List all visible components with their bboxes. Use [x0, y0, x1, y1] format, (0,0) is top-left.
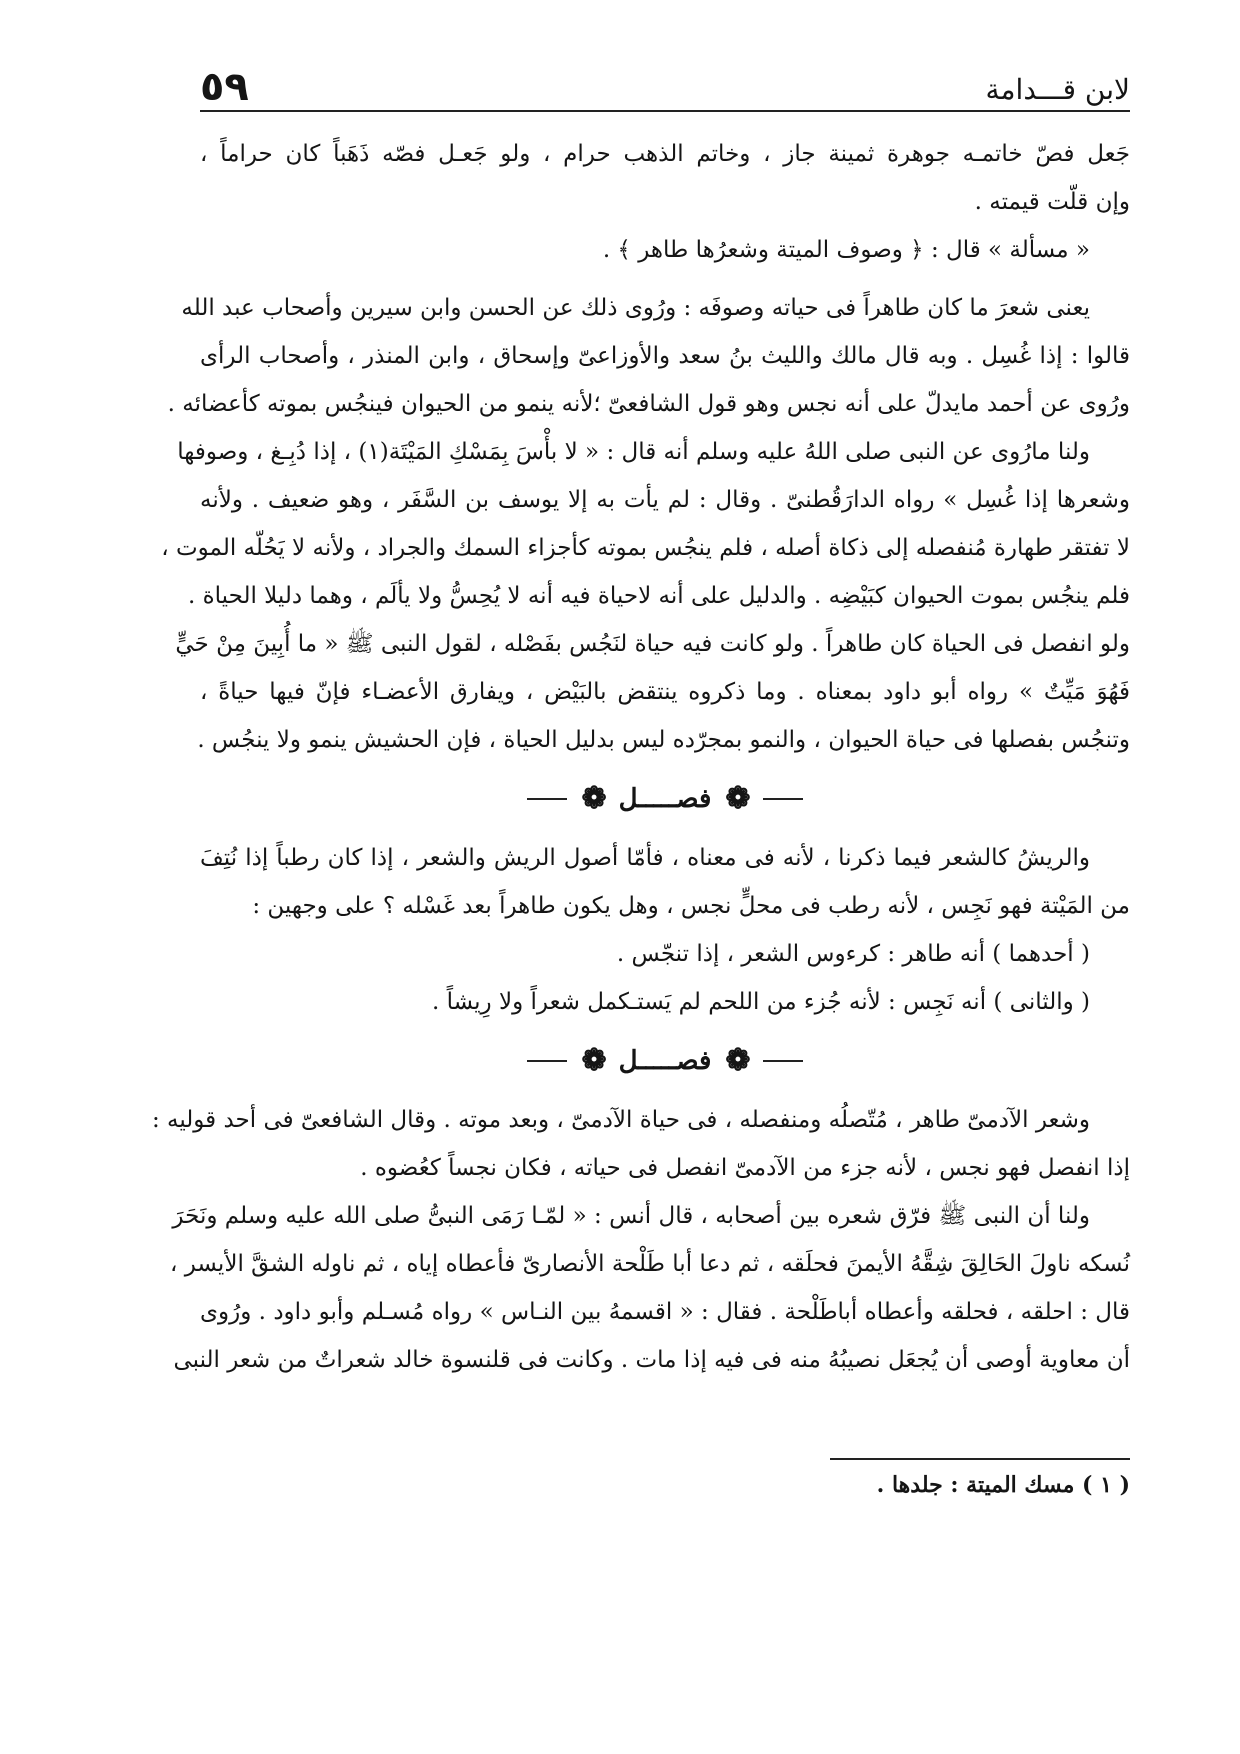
footnote-rule: [830, 1458, 1130, 1460]
ornament-line: [763, 798, 803, 800]
fasl-label: فصـــــل: [618, 1046, 712, 1076]
text-line: وإن قلّت قيمته .: [974, 189, 1130, 215]
paragraph: [151, 1096, 1130, 1192]
floral-ornament-icon: ❁: [581, 1043, 605, 1078]
floral-ornament-icon: ❁: [725, 781, 749, 816]
ornament-line: [527, 798, 567, 800]
text-line: فَهُوَ مَيِّتٌ » رواه أبو داود بمعناه . وما ذكروه ينتقض بالبَيْض ، ويفارق الأعضـاء فإنّ فيها حياةً ،: [200, 679, 1130, 705]
section-heading-fasl: [200, 764, 1130, 834]
floral-ornament-icon: ❁: [725, 1043, 749, 1078]
text-line: ولو انفصل فى الحياة كان طاهراً . ولو كانت فيه حياة لنَجُس بفَصْله ، لقول النبى ﷺ « ما أُبِينَ مِنْ حَيٍّ: [175, 631, 1130, 657]
text-line: جَعل فصّ خاتمـه جوهرة ثمينة جاز ، وخاتم الذهب حرام ، ولو جَعـل فصّه ذَهَباً كان حراماً ،: [200, 141, 1130, 167]
page-body: [151, 130, 1130, 1384]
text-line: أن معاوية أوصى أن يُجعَل نصيبُهُ منه فى فيه إذا مات . وكانت فى قلنسوة خالد شعراتٌ من شعر النبى: [173, 1347, 1130, 1373]
text-line: لا تفتقر طهارة مُنفصله إلى ذكاة أصله ، فلم ينجُس بموته كأجزاء السمك والجراد ، ولأنه لا يَحُلّه الموت ،: [161, 535, 1130, 561]
text-line: وتنجُس بفصلها فى حياة الحيوان ، والنمو بمجرّده ليس بدليل الحياة ، فإن الحشيش ينمو ولا ينجُس .: [197, 727, 1130, 753]
page-header: [200, 52, 1130, 112]
text-line: قال : احلقه ، فحلقه وأعطاه أباطَلْحة . فقال : « اقسمهُ بين النـاس » رواه مُسـلم وأبو داود . ورُوى: [200, 1299, 1130, 1325]
ornament-line: [763, 1060, 803, 1062]
paragraph: [200, 130, 1130, 226]
text-line: ولنا مارُوى عن النبى صلى اللهُ عليه وسلم أنه قال : « لا بأْسَ بِمَسْكِ المَيْتَة(١) ، إذا دُبِـغ ، وصوفها: [177, 439, 1090, 465]
paragraph: [169, 1192, 1130, 1384]
text-line: من المَيْتة فهو نَجِس ، لأنه رطب فى محلٍّ نجس ، وهل يكون طاهراً بعد غَسْله ؟ على وجهين :: [252, 893, 1130, 919]
section-heading-fasl: [200, 1026, 1130, 1096]
paragraph: [200, 834, 1130, 1026]
text-line: وشعرها إذا غُسِل » رواه الدارَقُطنىّ . وقال : لم يأت به إلا يوسف بن السَّفَر ، وهو ضعيف . ولأنه: [200, 487, 1130, 513]
running-title: لابن قـــدامة: [985, 73, 1130, 106]
text-line: ( أحدهما ) أنه طاهر : كرءوس الشعر ، إذا تنجّس .: [616, 941, 1090, 967]
fasl-label: فصـــــل: [618, 784, 712, 814]
text-line: قالوا : إذا غُسِل . وبه قال مالك والليث بنُ سعد والأوزاعىّ وإسحاق ، وابن المنذر ، وأصحاب الرأى: [200, 343, 1130, 369]
text-line: إذا انفصل فهو نجس ، لأنه جزء من الآدمىّ انفصل فى حياته ، فكان نجساً كعُضوه .: [360, 1155, 1130, 1181]
paragraph: [161, 428, 1130, 764]
text-line: نُسكه ناولَ الحَالِقَ شِقَّهُ الأيمنَ فحلَقه ، ثم دعا أبا طَلْحة الأنصارىّ فأعطاه إياه ، ثم ناوله الشقَّ الأيسر ،: [169, 1251, 1130, 1277]
page-number: ٥٩: [200, 64, 249, 110]
text-line: ورُوى عن أحمد مايدلّ على أنه نجس وهو قول الشافعىّ ؛لأنه ينمو من الحيوان فينجُس بموته كأعضائه .: [167, 391, 1130, 417]
text-line: ولنا أن النبى ﷺ فرّق شعره بين أصحابه ، قال أنس : « لمّـا رَمَى النبىُّ صلى الله عليه وسلم ونَحَرَ: [172, 1203, 1090, 1229]
text-line: فلم ينجُس بموت الحيوان كبَيْضِه . والدليل على أنه لاحياة فيه أنه لا يُحِسُّ ولا يألَم ، وهما دليلا الحياة .: [187, 583, 1130, 609]
floral-ornament-icon: ❁: [581, 781, 605, 816]
text-line: ( والثانى ) أنه نَجِس : لأنه جُزء من اللحم لم يَستـكمل شعراً ولا رِيشاً .: [432, 989, 1090, 1015]
masala-heading: « مسألة » قال : ﴿ وصوف الميتة وشعرُها طاهر ﴾ .: [602, 237, 1090, 263]
paragraph: [167, 284, 1130, 428]
text-line: وشعر الآدمىّ طاهر ، مُتّصلُه ومنفصله ، فى حياة الآدمىّ ، وبعد موته . وقال الشافعىّ فى أحد قوليه :: [151, 1107, 1090, 1133]
footnote: ( ١ ) مسك الميتة : جلدها .: [876, 1472, 1130, 1498]
header-rule: [200, 110, 1130, 112]
ornament-line: [527, 1060, 567, 1062]
text-line: يعنى شعرَ ما كان طاهراً فى حياته وصوفَه : ورُوى ذلك عن الحسن وابن سيرين وأصحاب عبد الله: [181, 295, 1090, 321]
text-line: والريشُ كالشعر فيما ذكرنا ، لأنه فى معناه ، فأمّا أصول الريش والشعر ، إذا كان رطباً إذا نُتِفَ: [200, 845, 1090, 871]
